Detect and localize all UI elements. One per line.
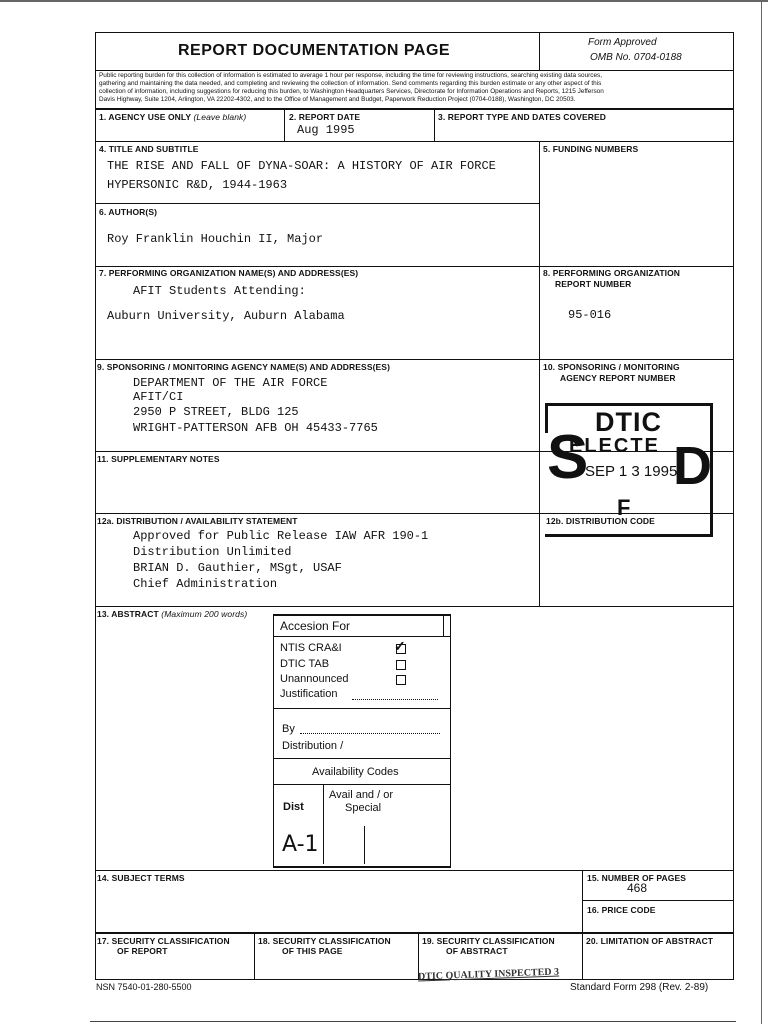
nsn-number: NSN 7540-01-280-5500 <box>96 982 192 992</box>
accession-row-ntis: NTIS CRA&I <box>280 642 342 654</box>
agency-use-label: 1. AGENCY USE ONLY (Leave blank) <box>99 112 247 122</box>
quality-stamp: DTIC QUALITY INSPECTED 3 <box>417 966 560 983</box>
avail-special-2: Special <box>345 802 382 814</box>
supplementary-label: 11. SUPPLEMENTARY NOTES <box>97 454 220 464</box>
accession-title: Accesion For <box>280 619 351 633</box>
price-code-label: 16. PRICE CODE <box>587 905 656 915</box>
accession-code: A-1 <box>282 832 319 857</box>
performing-report-number: 95-016 <box>568 308 612 322</box>
sponsor-line-2: AFIT/CI <box>133 390 184 404</box>
unannounced-checkbox[interactable] <box>396 675 406 685</box>
distribution-line-2: Distribution Unlimited <box>133 545 292 559</box>
distribution-line-3: BRIAN D. Gauthier, MSgt, USAF <box>133 561 342 575</box>
performing-report-label: 8. PERFORMING ORGANIZATION <box>543 268 681 278</box>
title-line-1: THE RISE AND FALL OF DYNA-SOAR: A HISTORY OF AIR FORCE <box>107 159 496 173</box>
page-edge-top <box>0 0 768 2</box>
stamp-letter-f: F <box>617 495 631 520</box>
number-of-pages-label: 15. NUMBER OF PAGES <box>587 873 687 883</box>
distribution-line-4: Chief Administration <box>133 577 278 591</box>
abstract-label: 13. ABSTRACT (Maximum 200 words) <box>97 609 248 619</box>
dtic-stamp <box>545 403 713 536</box>
standard-form-label: Standard Form 298 (Rev. 2-89) <box>570 982 709 993</box>
omb-number: OMB No. 0704-0188 <box>590 52 682 63</box>
security-page-label-2: OF THIS PAGE <box>282 946 343 956</box>
security-abstract-label: 19. SECURITY CLASSIFICATION <box>422 936 555 946</box>
limitation-label: 20. LIMITATION OF ABSTRACT <box>586 936 714 946</box>
author-value: Roy Franklin Houchin II, Major <box>107 232 324 246</box>
security-page-label: 18. SECURITY CLASSIFICATION <box>258 936 391 946</box>
performing-report-label-2: REPORT NUMBER <box>555 279 632 289</box>
title-line-2: HYPERSONIC R&D, 1944-1963 <box>107 178 288 192</box>
security-report-label: 17. SECURITY CLASSIFICATION <box>97 936 230 946</box>
security-report-label-2: OF REPORT <box>117 946 168 956</box>
sponsor-line-1: DEPARTMENT OF THE AIR FORCE <box>133 376 328 390</box>
distribution-code-label: 12b. DISTRIBUTION CODE <box>546 516 655 526</box>
accession-distribution: Distribution / <box>282 740 344 752</box>
form-approved-label: Form Approved <box>588 37 657 48</box>
author-label: 6. AUTHOR(S) <box>99 207 158 217</box>
sponsor-line-3: 2950 P STREET, BLDG 125 <box>133 405 299 419</box>
bottom-rule <box>90 1021 736 1022</box>
avail-special-1: Avail and / or <box>329 789 394 801</box>
sponsoring-label: 9. SPONSORING / MONITORING AGENCY NAME(S) AND ADDRESS(ES) <box>97 362 390 372</box>
dist-label: Dist <box>283 801 304 813</box>
stamp-date: SEP 1 3 1995 <box>585 463 678 480</box>
performing-org-label: 7. PERFORMING ORGANIZATION NAME(S) AND ADDRESS(ES) <box>99 268 359 278</box>
security-abstract-label-2: OF ABSTRACT <box>446 946 508 956</box>
stamp-electe: ELECTE <box>569 435 660 457</box>
page-title: REPORT DOCUMENTATION PAGE <box>178 42 451 59</box>
stamp-dtic: DTIC <box>595 407 662 437</box>
sponsor-line-4: WRIGHT-PATTERSON AFB OH 45433-7765 <box>133 421 378 435</box>
report-date-value: Aug 1995 <box>297 123 355 137</box>
performing-org-line-1: AFIT Students Attending: <box>133 284 306 298</box>
report-type-label: 3. REPORT TYPE AND DATES COVERED <box>438 112 607 122</box>
report-date-label: 2. REPORT DATE <box>289 112 361 122</box>
stamp-letter-d: D <box>673 436 712 496</box>
accession-box <box>273 614 451 868</box>
availability-codes: Availability Codes <box>312 766 399 778</box>
funding-label: 5. FUNDING NUMBERS <box>543 144 639 154</box>
subject-terms-label: 14. SUBJECT TERMS <box>97 873 185 883</box>
number-of-pages: 468 <box>627 881 648 895</box>
accession-by: By <box>282 723 295 735</box>
sponsoring-report-label: 10. SPONSORING / MONITORING <box>543 362 680 372</box>
distribution-label: 12a. DISTRIBUTION / AVAILABILITY STATEMENT <box>97 516 298 526</box>
performing-org-line-2: Auburn University, Auburn Alabama <box>107 309 345 323</box>
accession-row-dtic: DTIC TAB <box>280 658 330 670</box>
accession-row-justification: Justification <box>280 688 338 700</box>
sponsoring-report-label-2: AGENCY REPORT NUMBER <box>560 373 676 383</box>
page-edge-right <box>761 0 762 1024</box>
accession-row-unannounced: Unannounced <box>280 673 349 685</box>
distribution-line-1: Approved for Public Release IAW AFR 190-1 <box>133 529 429 543</box>
title-label: 4. TITLE AND SUBTITLE <box>99 144 199 154</box>
dtic-tab-checkbox[interactable] <box>396 660 406 670</box>
checkmark-icon: ✓ <box>394 638 406 654</box>
stamp-letter-s: S <box>547 423 589 492</box>
